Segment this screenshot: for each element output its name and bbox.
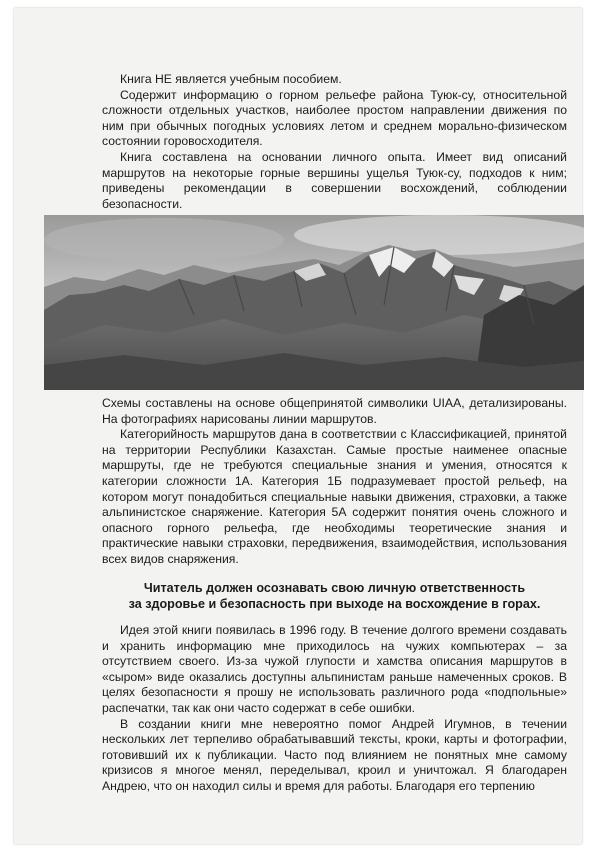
responsibility-notice — [102, 580, 567, 612]
mountain-illustration — [44, 215, 584, 390]
history-paragraph-1: Идея этой книги появилась в 1996 году. В течение долгого времени создавать и хранить информацию мне приходилось на чужих компьютерах – за отсутствием своего. Из-за чужой глупости и хамства описания маршрутов в «сыром» виде оказались доступны альпинистам раньше намеченных сроков. В целях безопасности я прошу не использовать различного рода «подпольные» распечатки, так как они часто содержат в себе ошибки. — [102, 623, 567, 715]
mountain-panorama-photo — [44, 215, 584, 390]
notice-line-2: за здоровье и безопасность при выходе на восхождение в горах. — [128, 597, 541, 611]
history-section — [102, 623, 567, 795]
middle-section — [102, 396, 567, 568]
notice-line-1: Читатель должен осознавать свою личную ответственность — [143, 581, 526, 595]
book-page — [14, 8, 582, 844]
history-paragraph-2: В создании книги мне невероятно помог Андрей Игумнов, в течении нескольких лет терпеливо обрабатывавший тексты, кроки, карты и фотографии, готовивший их к публикации. Часто под влиянием не понятных мне самому кризисов я многое менял, переделывал, кроил и уничтожал. Я благодарен Андрею, что он находил силы и время для работы. Благодаря его терпению — [102, 716, 567, 793]
middle-paragraph-1: Схемы составлены на основе общепринятой символики UIAA, детализированы. На фотографиях нарисованы линии маршрутов. — [102, 396, 567, 426]
intro-paragraph-2: Содержит информацию о горном рельефе района Туюк-су, относительной сложности отдельных участков, наиболее простом направлении движения по ним при обычных погодных условиях летом и среднем морально-физическом состоянии горовосходителя. — [102, 87, 567, 149]
intro-paragraph-3: Книга составлена на основании личного опыта. Имеет вид описаний маршрутов на некоторые горные вершины ущелья Туюк-су, подходов к ним; приведены рекомендации в совершении восхождений, соблюдении безопасности. — [102, 149, 567, 211]
intro-section — [102, 72, 567, 212]
middle-paragraph-2: Категорийность маршрутов дана в соответствии с Классификацией, принятой на территории Республики Казахстан. Самые простые наименее опасные маршруты, где не требуются специальные знания и умения, относятся к категории сложности 1А. Категория 1Б подразумевает простой рельеф, на котором могут понадобиться специальные навыки движения, страховки, а также альпинистское снаряжение. Категория 5А содержит понятия очень сложного и опасного горного рельефа, где необходимы теоретические знания и практические навыки страховки, передвижения, взаимодействия, использования всех видов снаряжения. — [102, 427, 567, 566]
intro-paragraph-1: Книга НЕ является учебным пособием. — [120, 72, 342, 86]
